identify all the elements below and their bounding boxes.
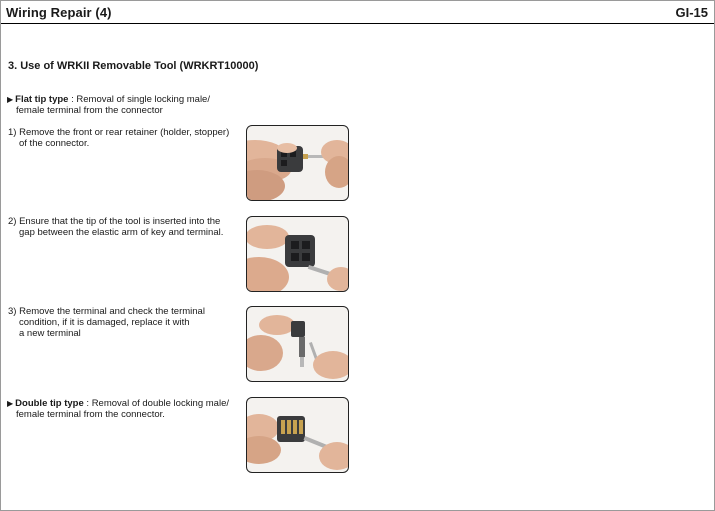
photo-remove-terminal [246,306,349,382]
section-title: 3. Use of WRKII Removable Tool (WRKRT10000) [8,60,259,72]
arrow-marker-icon: ▶ [7,95,14,104]
double-tip-text-1: : Removal of double locking male/ [83,398,229,409]
step-3-line-3: a new terminal [19,328,81,339]
arrow-marker-icon: ▶ [7,399,14,408]
double-tip-label: Double tip type [15,398,84,409]
photo-remove-retainer [246,125,349,201]
step-2-line-1: 2) Ensure that the tip of the tool is inserted into the [8,216,221,227]
step-3-line-2: condition, if it is damaged, replace it with [19,317,190,328]
page-header [1,1,714,24]
step-2 [8,216,223,238]
double-tip-text-2: female terminal from the connector. [16,409,165,420]
flat-tip-label: Flat tip type [15,94,69,105]
flat-tip-text-1: : Removal of single locking male/ [68,94,210,105]
flat-tip-text-2: female terminal from the connector [16,105,163,116]
step-2-line-2: gap between the elastic arm of key and terminal. [19,227,224,238]
double-tip-note [7,398,229,420]
step-3 [8,306,205,339]
page-title: Wiring Repair (4) [6,5,112,20]
photo-double-tip [246,397,349,473]
flat-tip-note [7,94,210,116]
page-number: GI-15 [675,5,708,20]
step-1 [8,127,229,149]
step-1-line-1: 1) Remove the front or rear retainer (holder, stopper) [8,127,230,138]
step-3-line-1: 3) Remove the terminal and check the terminal [8,306,205,317]
step-1-line-2: of the connector. [19,138,90,149]
photo-insert-tool [246,216,349,292]
